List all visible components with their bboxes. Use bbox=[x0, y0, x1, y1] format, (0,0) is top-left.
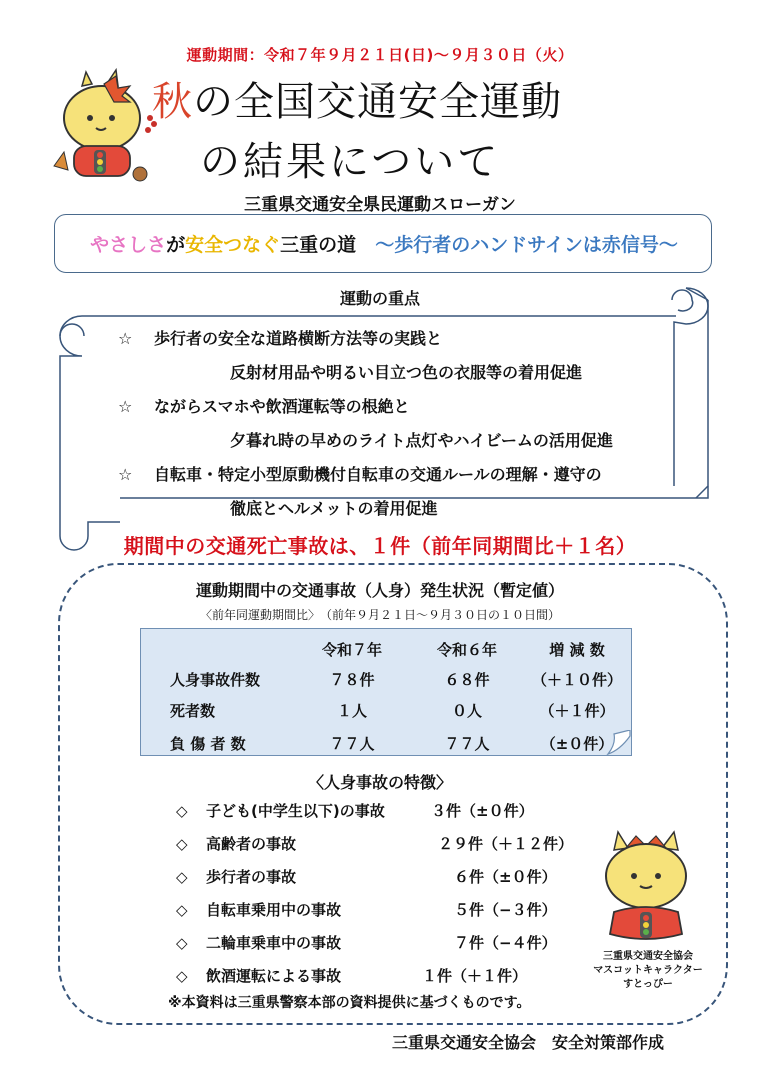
feature-count: ６件（±０件） bbox=[454, 868, 557, 886]
feature-label: 子ども(中学生以下)の事故 bbox=[206, 802, 385, 820]
mascot-stoppy-illustration bbox=[592, 828, 702, 950]
accident-status-title: 運動期間中の交通事故（人身）発生状況（暫定値） bbox=[195, 581, 564, 600]
mascot-caption-line-1: 三重県交通安全協会 bbox=[603, 951, 693, 962]
slogan-part-1: やさしさ bbox=[90, 234, 167, 256]
table-row bbox=[170, 727, 632, 760]
table-row bbox=[170, 694, 632, 727]
feature-count: ３件（±０件） bbox=[431, 802, 534, 820]
table-cell: （＋１０件） bbox=[531, 670, 622, 689]
focus-heading: 運動の重点 bbox=[339, 289, 420, 308]
table-cell: ０人 bbox=[451, 702, 482, 720]
source-note: ※本資料は三重県警察本部の資料提供に基づくものです。 bbox=[168, 995, 531, 1011]
mascot-caption-line-3: すとっぴー bbox=[623, 979, 673, 990]
diamond-icon: ◇ bbox=[176, 967, 188, 985]
diamond-icon: ◇ bbox=[176, 868, 188, 886]
star-icon: ☆ bbox=[118, 465, 133, 484]
table-cell: １人 bbox=[336, 702, 367, 720]
feature-label: 歩行者の事故 bbox=[206, 868, 297, 886]
list-item bbox=[176, 960, 528, 993]
table-cell: ７７人 bbox=[329, 735, 375, 753]
slogan-heading: 三重県交通安全県民運動スローガン bbox=[244, 195, 516, 215]
focus-point-3-line-2: 徹底とヘルメットの着用促進 bbox=[230, 499, 438, 518]
focus-point-2-line-1: ながらスマホや飲酒運転等の根絶と bbox=[154, 397, 410, 416]
table-cell: 死者数 bbox=[170, 702, 216, 720]
list-item bbox=[176, 795, 534, 828]
accident-status-subtitle: 〈前年同運動期間比〉 （前年９月２１日〜９月３０日の１０日間） bbox=[199, 608, 560, 622]
feature-label: 飲酒運転による事故 bbox=[206, 967, 342, 985]
table-header-cell: 令和６年 bbox=[436, 640, 497, 659]
slogan-part-4: 三重の道 bbox=[280, 234, 357, 256]
focus-point-3-line-1: 自転車・特定小型原動機付自転車の交通ルールの理解・遵守の bbox=[154, 465, 602, 484]
slogan-part-5: 〜歩行者のハンドサインは赤信号〜 bbox=[375, 234, 678, 256]
list-item bbox=[176, 894, 557, 927]
table-cell: （±０件） bbox=[540, 735, 614, 753]
mascot-caption-line-2: マスコットキャラクター bbox=[593, 965, 703, 976]
author-credit: 三重県交通安全協会 安全対策部作成 bbox=[392, 1033, 665, 1052]
table-header-cell: 増 減 数 bbox=[549, 640, 605, 659]
diamond-icon: ◇ bbox=[176, 934, 188, 952]
feature-label: 高齢者の事故 bbox=[206, 835, 297, 853]
table-header-row bbox=[170, 634, 632, 664]
diamond-icon: ◇ bbox=[176, 901, 188, 919]
table-header-cell bbox=[170, 634, 292, 664]
star-icon: ☆ bbox=[118, 397, 133, 416]
accident-table bbox=[170, 634, 632, 760]
slogan-text bbox=[54, 230, 714, 257]
focus-point-2 bbox=[118, 390, 613, 424]
table-row bbox=[170, 664, 632, 694]
feature-count: １件（＋１件） bbox=[422, 967, 528, 985]
table-cell: ７７人 bbox=[444, 735, 490, 753]
focus-point-1-line-1: 歩行者の安全な道路横断方法等の実践と bbox=[154, 329, 443, 348]
focus-point-3 bbox=[118, 458, 613, 492]
feature-label: 自転車乗用中の事故 bbox=[206, 901, 342, 919]
table-cell: （＋１件） bbox=[539, 702, 615, 720]
title-line-1 bbox=[152, 70, 562, 127]
feature-label: 二輪車乗車中の事故 bbox=[206, 934, 342, 952]
title-accent: 秋 bbox=[152, 79, 193, 125]
table-header-cell: 令和７年 bbox=[321, 640, 382, 659]
table-cell: 人身事故件数 bbox=[170, 670, 261, 689]
campaign-period: 運動期間：令和７年９月２１日(日)〜９月３０日（火） bbox=[186, 46, 574, 64]
focus-point-1 bbox=[118, 322, 613, 356]
table-cell: ７８件 bbox=[329, 670, 375, 689]
list-item bbox=[176, 861, 557, 894]
slogan-part-2: が bbox=[166, 234, 186, 256]
diamond-icon: ◇ bbox=[176, 835, 188, 853]
focus-point-1-line-2: 反射材用品や明るい目立つ色の衣服等の着用促進 bbox=[230, 363, 583, 382]
list-item bbox=[176, 828, 574, 861]
slogan-part-3: 安全つなぐ bbox=[185, 234, 281, 256]
mascot-caption bbox=[578, 950, 718, 992]
title-line-1-text: の全国交通安全運動 bbox=[193, 79, 562, 125]
star-icon: ☆ bbox=[118, 329, 133, 348]
fatal-accident-summary: 期間中の交通死亡事故は、１件（前年同期間比＋１名） bbox=[123, 534, 637, 558]
title-line-2: の結果について bbox=[200, 139, 501, 185]
diamond-icon: ◇ bbox=[176, 802, 188, 820]
table-cell: ６８件 bbox=[444, 670, 490, 689]
list-item bbox=[176, 927, 557, 960]
feature-count: ５件（−３件） bbox=[454, 901, 557, 919]
mascot-autumn-illustration bbox=[44, 66, 164, 190]
features-heading: 〈人身事故の特徴〉 bbox=[307, 773, 452, 792]
focus-points-list bbox=[118, 322, 613, 526]
feature-count: ２９件（＋１２件） bbox=[438, 835, 574, 853]
feature-count: ７件（−４件） bbox=[454, 934, 557, 952]
features-list bbox=[176, 795, 574, 993]
table-cell: 負 傷 者 数 bbox=[170, 735, 246, 753]
focus-point-2-line-2: 夕暮れ時の早めのライト点灯やハイビームの活用促進 bbox=[230, 431, 613, 450]
